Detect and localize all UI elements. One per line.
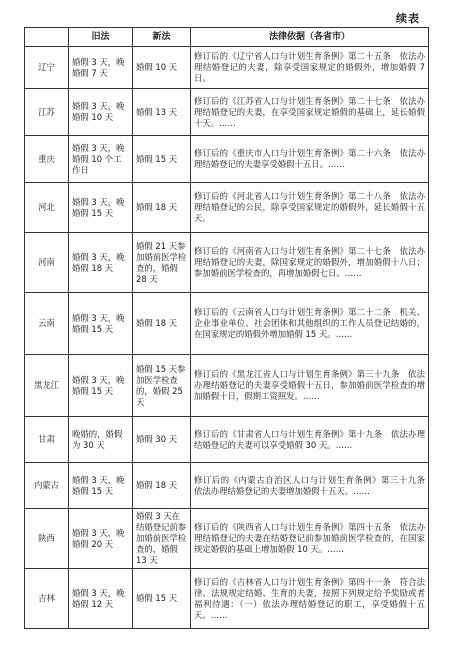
region-cell: 甘肃 bbox=[25, 417, 69, 463]
legal-basis-cell: 修订后的《内蒙古自治区人口与计划生育条例》第三十九条 依法办理结婚登记的夫妻增加婚假十五天。…… bbox=[191, 463, 429, 509]
new-law-cell: 婚假 21 天参加婚前医学检查的，婚假 28 天 bbox=[133, 233, 191, 293]
table-row bbox=[25, 183, 429, 233]
legal-basis-cell: 修订后的《重庆市人口与计划生育条例》第二十六条 依法办理结婚登记的夫妻享受婚假十五日。…… bbox=[191, 136, 429, 183]
table-row bbox=[25, 509, 429, 569]
region-cell: 吉林 bbox=[25, 569, 69, 629]
region-cell: 河北 bbox=[25, 183, 69, 233]
old-law-cell: 晚婚的，婚假为 30 天 bbox=[69, 417, 133, 463]
new-law-cell: 婚假 3 天在结婚登记前参加婚前医学检查的，婚假 13 天 bbox=[133, 509, 191, 569]
new-law-cell: 婚假 10 天 bbox=[133, 47, 191, 89]
new-law-cell: 婚假 30 天 bbox=[133, 417, 191, 463]
new-law-cell: 婚假 15 天参加医学检查的，婚假 25 天 bbox=[133, 355, 191, 417]
region-cell: 重庆 bbox=[25, 136, 69, 183]
old-law-cell: 婚假 3 天，晚婚假 20 天 bbox=[69, 509, 133, 569]
old-law-cell: 婚假 3 天，晚婚假 7 天 bbox=[69, 47, 133, 89]
new-law-cell: 婚假 18 天 bbox=[133, 463, 191, 509]
legal-basis-cell: 修订后的《甘肃省人口与计划生育条例》第十九条 依法办理结婚登记的夫妻可以享受婚假 30 天。…… bbox=[191, 417, 429, 463]
table-row bbox=[25, 569, 429, 629]
new-law-cell: 婚假 18 天 bbox=[133, 183, 191, 233]
old-law-cell: 婚假 3 天，晚婚假 10 个工作日 bbox=[69, 136, 133, 183]
region-cell: 江苏 bbox=[25, 89, 69, 136]
old-law-cell: 婚假 3 天，晚婚假 15 天 bbox=[69, 183, 133, 233]
region-cell: 内蒙古 bbox=[25, 463, 69, 509]
region-cell: 黑龙江 bbox=[25, 355, 69, 417]
region-cell: 云南 bbox=[25, 293, 69, 355]
marriage-leave-table bbox=[24, 27, 434, 629]
new-law-cell: 婚假 13 天 bbox=[133, 89, 191, 136]
table-row bbox=[25, 47, 429, 89]
table-caption: 续表 bbox=[396, 12, 420, 25]
legal-basis-cell: 修订后的《陕西省人口与计划生育条例》第四十五条 依法办理结婚登记的夫妻在结婚登记前参加婚前医学检查的，在国家规定婚假的基础上增加婚假 10 天。…… bbox=[191, 509, 429, 569]
old-law-cell: 婚假 3 天，晚婚假 10 天 bbox=[69, 89, 133, 136]
legal-basis-cell: 修订后的《辽宁省人口与计划生育条例》第二十五条 依法办理结婚登记的夫妻，除享受国家规定的婚假外，增加婚假 7 日。 bbox=[191, 47, 429, 89]
table-row bbox=[25, 136, 429, 183]
old-law-cell: 婚假 3 天，晚婚假 12 天 bbox=[69, 569, 133, 629]
legal-basis-cell: 修订后的《吉林省人口与计划生育条例》第四十一条 符合法律、法规规定结婚、生育的夫妻，按照下列规定给予奖励或者福利待遇：（一）依法办理结婚登记的职工，享受婚假十五天。…… bbox=[191, 569, 429, 629]
header-legal-basis: 法律依据（各省市） bbox=[191, 28, 429, 47]
old-law-cell: 婚假 3 天，晚婚假 15 天 bbox=[69, 463, 133, 509]
legal-basis-cell: 修订后的《黑龙江省人口与计划生育条例》第三十九条 依法办理结婚登记的夫妻享受婚假十五日，参加婚前医学检查的增加婚假十日，假期工资照发。…… bbox=[191, 355, 429, 417]
table-row bbox=[25, 293, 429, 355]
old-law-cell: 婚假 3 天，晚婚假 18 天 bbox=[69, 233, 133, 293]
region-cell: 河南 bbox=[25, 233, 69, 293]
legal-basis-cell: 修订后的《河南省人口与计划生育条例》第二十七条 依法办理结婚登记的夫妻，除国家规定的婚假外，增加婚假十八日；参加婚前医学检查的，再增加婚假七日。…… bbox=[191, 233, 429, 293]
table-row bbox=[25, 355, 429, 417]
header-new-law: 新法 bbox=[133, 28, 191, 47]
new-law-cell: 婚假 15 天 bbox=[133, 136, 191, 183]
old-law-cell: 婚假 3 天，晚婚假 15 天 bbox=[69, 293, 133, 355]
legal-basis-cell: 修订后的《江苏省人口与计划生育条例》第二十七条 依法办理结婚登记的夫妻，在享受国家规定婚假的基础上，延长婚假十天。…… bbox=[191, 89, 429, 136]
region-cell: 陕西 bbox=[25, 509, 69, 569]
header-region bbox=[25, 28, 69, 47]
header-old-law: 旧法 bbox=[69, 28, 133, 47]
legal-basis-cell: 修订后的《云南省人口与计划生育条例》第二十二条 机关、企业事业单位、社会团体和其他组织的工作人员登记结婚的，在国家规定的婚假外增加婚假 15 天。…… bbox=[191, 293, 429, 355]
table-row bbox=[25, 233, 429, 293]
legal-basis-cell: 修订后的《河北省人口与计划生育条例》第二十八条 依法办理结婚登记的公民，除享受国家规定的婚假外，延长婚假十五天。 bbox=[191, 183, 429, 233]
region-cell: 辽宁 bbox=[25, 47, 69, 89]
table-row bbox=[25, 89, 429, 136]
table-header-row bbox=[25, 28, 429, 47]
new-law-cell: 婚假 15 天 bbox=[133, 569, 191, 629]
old-law-cell: 婚假 3 天，晚婚假 15 天 bbox=[69, 355, 133, 417]
table-row bbox=[25, 463, 429, 509]
table-row bbox=[25, 417, 429, 463]
new-law-cell: 婚假 18 天 bbox=[133, 293, 191, 355]
